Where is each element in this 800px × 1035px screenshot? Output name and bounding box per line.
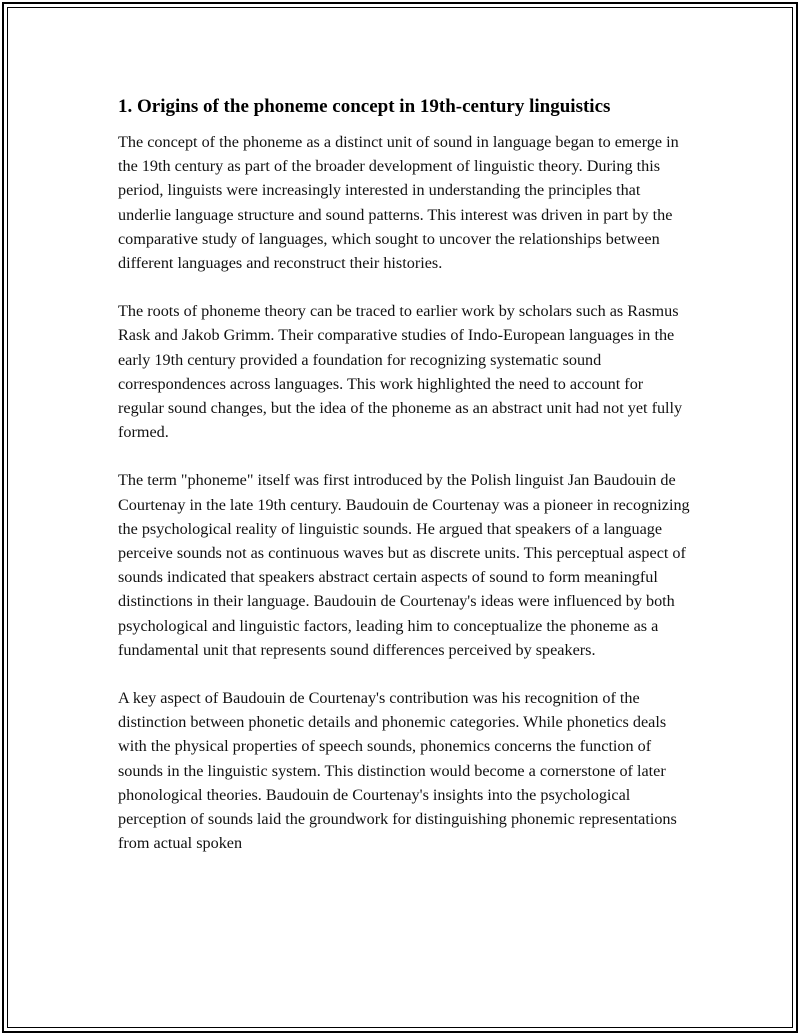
paragraph-3: The term "phoneme" itself was first introduced by the Polish linguist Jan Baudouin de Courtenay in the late 19th century. Baudouin de Courtenay was a pioneer in recognizing the psychological reality of linguistic sounds. He argued that speakers of a language perceive sounds not as continuous waves but as discrete units. This perceptual aspect of sounds indicated that speakers abstract certain aspects of sound to form meaningful distinctions in their language. Baudouin de Courtenay's ideas were influenced by both psychological and linguistic factors, leading him to conceptualize the phoneme as a fundamental unit that represents sound differences perceived by speakers. <box>118 471 690 659</box>
paragraph-2: The roots of phoneme theory can be traced to earlier work by scholars such as Rasmus Rask and Jakob Grimm. Their comparative studies of Indo-European languages in the early 19th century provided a foundation for recognizing systematic sound correspondences across languages. This work highlighted the need to account for regular sound changes, but the idea of the phoneme as an abstract unit had not yet fully formed. <box>118 302 683 442</box>
document-body <box>118 92 690 879</box>
section-heading: 1. Origins of the phoneme concept in 19th-century linguistics <box>118 96 611 117</box>
paragraph-1: The concept of the phoneme as a distinct unit of sound in language began to emerge in the 19th century as part of the broader development of linguistic theory. During this period, linguists were increasingly interested in understanding the principles that underlie language structure and sound patterns. This interest was driven in part by the comparative study of languages, which sought to uncover the relationships between different languages and reconstruct their histories. <box>118 133 679 273</box>
paragraph-4: A key aspect of Baudouin de Courtenay's contribution was his recognition of the distinction between phonetic details and phonemic categories. While phonetics deals with the physical properties of speech sounds, phonemics concerns the function of sounds in the linguistic system. This distinction would become a cornerstone of later phonological theories. Baudouin de Courtenay's insights into the psychological perception of sounds laid the groundwork for distinguishing phonemic representations from actual spoken <box>118 689 677 853</box>
